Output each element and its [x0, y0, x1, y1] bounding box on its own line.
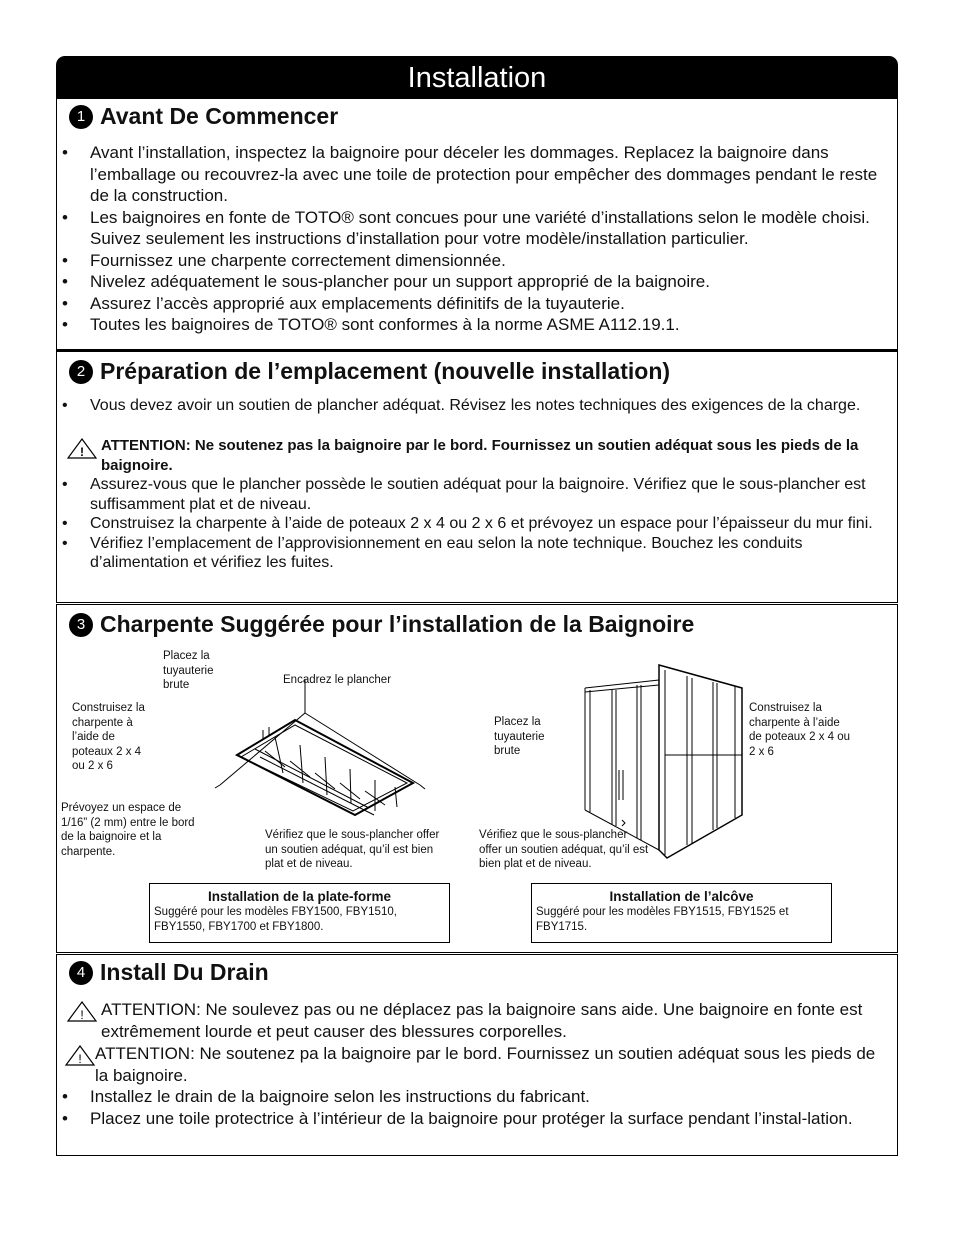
- section-heading: [69, 103, 338, 130]
- label-subfloor-level: Vérifiez que le sous-plancher offer un soutien adéquat, qu’il est bien plat et de niveau.: [265, 829, 440, 870]
- bullet-list: [57, 396, 895, 416]
- caption-text: Suggéré pour les modèles FBY1500, FBY1510, FBY1550, FBY1700 et FBY1800.: [154, 906, 397, 933]
- bullet-list: [57, 1086, 895, 1129]
- list-item: • Vérifiez l’emplacement de l’approvisionnement en eau selon la note technique. Bouchez les conduits d’alimentation et vérifiez les fuites.: [57, 534, 895, 573]
- warning-icon: [67, 438, 97, 459]
- warning-icon: [65, 1045, 95, 1066]
- svg-text:!: !: [80, 1008, 84, 1022]
- label-alcove-piping: Placez la tuyauterie brute: [494, 716, 545, 757]
- section-number: 3: [69, 613, 93, 637]
- list-item: • Avant l’installation, inspectez la baignoire pour déceler les dommages. Replacez la baignoire dans l’emballage ou recouvrez-la avec une toile de protection pour empêcher des dommages pendant le reste de la construction.: [57, 142, 895, 207]
- warning-icon: [67, 1001, 97, 1022]
- list-item: • Fournissez une charpente correctement dimensionnée.: [57, 250, 895, 272]
- label-floor-frame: Encadrez le plancher: [283, 674, 392, 686]
- list-item: • Installez le drain de la baignoire selon les instructions du fabricant.: [57, 1086, 895, 1108]
- caption-title: Installation de l’alcôve: [609, 889, 754, 904]
- caption-title: Installation de la plate-forme: [207, 889, 392, 904]
- section-heading: [69, 959, 269, 986]
- section-number: 4: [69, 961, 93, 985]
- page-title: Installation: [56, 56, 898, 98]
- label-framing-studs: Construisez la charpente à l’aide de poteaux 2 x 4 ou 2 x 6: [72, 702, 145, 772]
- svg-text:!: !: [80, 445, 84, 459]
- section-number: 2: [69, 360, 93, 384]
- section-suggested-framing: [56, 605, 898, 953]
- bullet-list: [57, 475, 895, 573]
- list-item: • Construisez la charpente à l’aide de poteaux 2 x 4 ou 2 x 6 et prévoyez un espace pour l’épaisseur du mur fini.: [57, 514, 895, 534]
- warning-note: ! ATTENTION: Ne soutenez pas la baignoire par le bord. Fournissez un soutien adéquat sous les pieds de la baignoire.: [57, 436, 891, 475]
- section-site-preparation: [56, 352, 898, 603]
- alcove-caption: [531, 883, 832, 943]
- label-alcove-framing: Construisez la charpente à l’aide de poteaux 2 x 4 ou 2 x 6: [749, 702, 851, 758]
- section-number: 1: [69, 105, 93, 129]
- bullet-list: [57, 142, 895, 336]
- list-item: • Nivelez adéquatement le sous-plancher pour un support approprié de la baignoire.: [57, 271, 895, 293]
- section-title: Préparation de l’emplacement (nouvelle installation): [100, 358, 671, 384]
- list-item: • Assurez l’accès approprié aux emplacements définitifs de la tuyauterie.: [57, 293, 895, 315]
- label-gap: Prévoyez un espace de 1/16” (2 mm) entre le bord de la baignoire et la charpente.: [61, 802, 195, 858]
- label-alcove-subfloor: Vérifiez que le sous-plancher offer un soutien adéquat, qu’il est bien plat et de niveau.: [479, 829, 649, 870]
- section-install-drain: [56, 955, 898, 1156]
- label-piping: Placez la tuyauterie brute: [163, 650, 214, 691]
- warning-note: ! ATTENTION: Ne soulevez pas ou ne déplacez pas la baignoire sans aide. Une baignoire en fonte est extrêmement lourde et peut causer des blessures corporelles.: [57, 999, 891, 1043]
- section-title: Charpente Suggérée pour l’installation de la Baignoire: [100, 611, 695, 637]
- warning-note: ! ATTENTION: Ne soutenez pa la baignoire par le bord. Fournissez un soutien adéquat sous les pieds de la baignoire.: [57, 1043, 885, 1087]
- list-item: • Assurez-vous que le plancher possède le soutien adéquat pour la baignoire. Vérifiez que le sous-plancher est suffisamment plat et de niveau.: [57, 475, 895, 514]
- list-item: • Les baignoires en fonte de TOTO® sont concues pour une variété d’installations selon le modèle choisi. Suivez seulement les instructions d’installation pour votre modèle/installation particulier.: [57, 207, 895, 250]
- platform-caption: [149, 883, 450, 943]
- list-item: • Toutes les baignoires de TOTO® sont conformes à la norme ASME A112.19.1.: [57, 314, 895, 336]
- section-before-starting: [56, 98, 898, 351]
- section-heading: [69, 358, 670, 385]
- list-item: • Placez une toile protectrice à l’intérieur de la baignoire pour protéger la surface pendant l’instal-lation.: [57, 1108, 895, 1130]
- section-title: Install Du Drain: [100, 959, 269, 985]
- svg-text:!: !: [78, 1052, 82, 1066]
- list-item: • Vous devez avoir un soutien de plancher adéquat. Révisez les notes techniques des exigences de la charge.: [57, 396, 895, 416]
- section-title: Avant De Commencer: [100, 103, 339, 129]
- caption-text: Suggéré pour les modèles FBY1515, FBY1525 et FBY1715.: [536, 906, 789, 933]
- section-heading: [69, 611, 694, 638]
